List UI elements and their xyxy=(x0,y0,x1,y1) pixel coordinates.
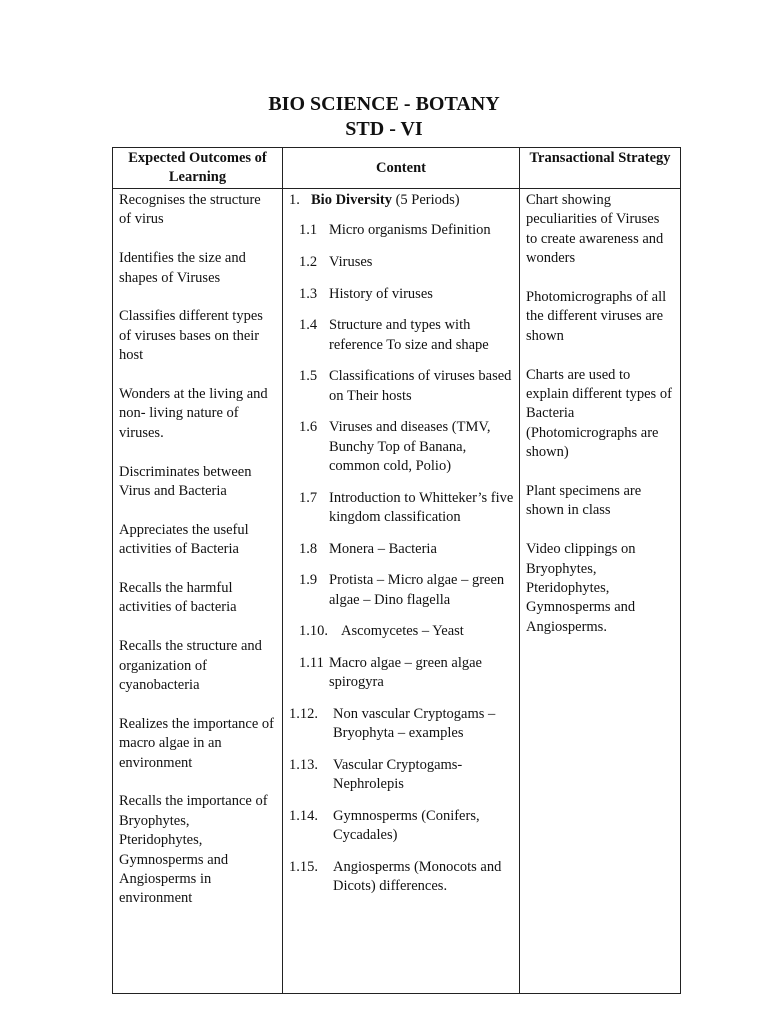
strategy-item: Video clippings on Bryophytes, Pteridophytes, Gymnosperms and Angiosperms. xyxy=(526,541,636,635)
content-item-text: Viruses xyxy=(329,254,373,270)
content-item-text: Ascomycetes – Yeast xyxy=(341,623,464,640)
content-item-text: Vascular Cryptogams-Nephrolepis xyxy=(333,756,463,793)
header-strategy: Transactional Strategy xyxy=(520,148,681,189)
strategy-cell xyxy=(520,189,681,994)
content-item xyxy=(289,858,515,897)
content-item-number: 1.5 xyxy=(299,368,318,385)
content-item-number: 1.15. xyxy=(289,858,318,875)
content-item-text: History of viruses xyxy=(329,285,433,302)
outcome-item: Recalls the importance of Bryophytes, Pteridophytes, Gymnosperms and Angiosperms in environment xyxy=(119,793,268,907)
outcome-item: Appreciates the useful activities of Bacteria xyxy=(119,521,249,558)
title-block xyxy=(0,92,768,142)
header-outcomes: Expected Outcomes of Learning xyxy=(113,148,283,189)
header-content: Content xyxy=(283,148,520,189)
outcome-item: Realizes the importance of macro algae in an environment xyxy=(119,715,275,771)
content-item-number: 1.10. xyxy=(299,623,328,640)
outcome-item: Identifies the size and shapes of Viruses xyxy=(119,250,246,286)
content-heading xyxy=(289,191,515,210)
content-item xyxy=(289,807,515,846)
content-item-number: 1.2 xyxy=(299,254,318,270)
content-item-number: 1.6 xyxy=(299,419,318,436)
content-item-text: Non vascular Cryptogams – Bryophyta – examples xyxy=(333,705,496,742)
content-item-text: Protista – Micro algae – green algae – Dino flagella xyxy=(329,572,505,608)
outcome-item: Discriminates between Virus and Bacteria xyxy=(119,463,252,500)
content-item xyxy=(289,756,515,795)
content-item-text: Gymnosperms (Conifers, Cycadales) xyxy=(333,807,480,844)
curriculum-table xyxy=(112,147,681,994)
outcome-item: Recognises the structure of virus xyxy=(119,192,261,228)
content-item-number: 1.4 xyxy=(299,317,318,334)
body-row xyxy=(113,189,681,994)
content-item xyxy=(289,316,515,355)
content-item xyxy=(289,253,515,272)
content-item xyxy=(289,540,515,559)
outcome-item: Wonders at the living and non- living nature of viruses. xyxy=(119,386,268,441)
strategy-item: Photomicrographs of all the different viruses are shown xyxy=(526,289,667,344)
content-item-text: Micro organisms Definition xyxy=(329,222,491,239)
content-item-number: 1.3 xyxy=(299,285,318,302)
content-item-number: 1.7 xyxy=(299,489,318,506)
content-item xyxy=(289,489,515,528)
content-item-text: Introduction to Whitteker’s five kingdom classification xyxy=(329,489,514,525)
content-item xyxy=(289,654,515,693)
content-heading-periods: (5 Periods) xyxy=(391,192,460,208)
content-item-text: Classifications of viruses based on Their hosts xyxy=(329,368,512,404)
content-item-number: 1.12. xyxy=(289,705,318,722)
content-item-text: Macro algae – green algae spirogyra xyxy=(329,654,482,691)
content-item-text: Viruses and diseases (TMV, Bunchy Top of Banana, common cold, Polio) xyxy=(329,419,491,474)
content-heading-number: 1. xyxy=(289,192,300,208)
content-item xyxy=(289,622,515,641)
content-heading-title: Bio Diversity xyxy=(311,192,392,208)
content-item-number: 1.14. xyxy=(289,807,318,824)
outcome-item: Recalls the structure and organization of cyanobacteria xyxy=(119,638,262,694)
content-item-text: Monera – Bacteria xyxy=(329,540,437,557)
outcome-item: Recalls the harmful activities of bacteria xyxy=(119,580,237,616)
document-title: BIO SCIENCE - BOTANY xyxy=(268,93,500,115)
content-item-number: 1.13. xyxy=(289,756,318,773)
content-item-number: 1.1 xyxy=(299,222,318,239)
content-item xyxy=(289,571,515,610)
document-subtitle: STD - VI xyxy=(345,118,423,140)
content-cell xyxy=(283,189,520,994)
strategy-item: Plant specimens are shown in class xyxy=(526,483,642,519)
content-item-text: Structure and types with reference To size and shape xyxy=(329,317,489,353)
content-item-number: 1.11 xyxy=(299,654,324,671)
content-item xyxy=(289,705,515,744)
content-item xyxy=(289,285,515,304)
strategy-item: Chart showing peculiarities of Viruses to create awareness and wonders xyxy=(526,192,664,267)
content-item xyxy=(289,221,515,240)
content-item xyxy=(289,367,515,406)
content-item-text: Angiosperms (Monocots and Dicots) differences. xyxy=(333,858,502,895)
content-item-number: 1.9 xyxy=(299,572,318,589)
content-item xyxy=(289,418,515,476)
content-item-number: 1.8 xyxy=(299,540,318,557)
outcome-item: Classifies different types of viruses bases on their host xyxy=(119,308,263,364)
strategy-item: Charts are used to explain different types of Bacteria (Photomicrographs are shown) xyxy=(526,366,672,461)
header-row xyxy=(113,148,681,189)
outcomes-cell xyxy=(113,189,283,994)
